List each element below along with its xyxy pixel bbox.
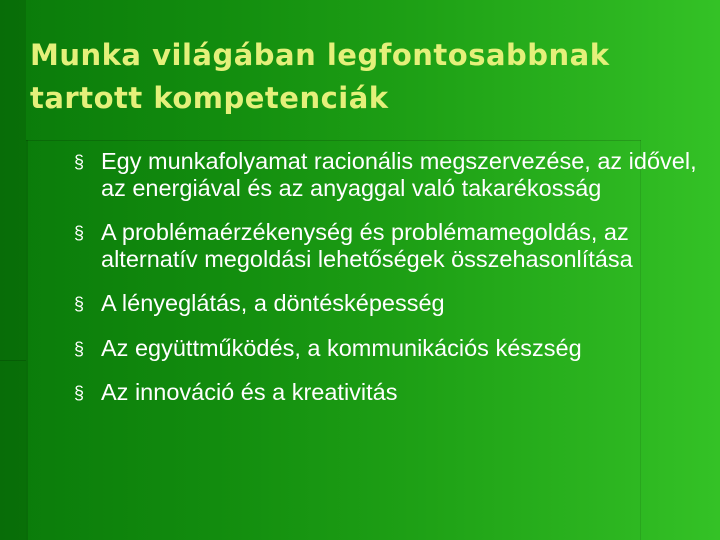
list-item-text: Az innováció és a kreativitás (101, 379, 398, 405)
list-item-text: Egy munkafolyamat racionális megszervezése, az idővel, az energiával és az anyaggal való takarékosság (101, 148, 697, 201)
list-item-text: A problémaérzékenység és problémamegoldás, az alternatív megoldási lehetőségek összehasonlítása (101, 219, 633, 272)
list-item (74, 335, 704, 362)
list-item (74, 290, 704, 317)
decorative-line (26, 140, 641, 141)
list-item-text: A lényeglátás, a döntésképesség (101, 290, 445, 316)
list-item (74, 219, 704, 272)
bullet-icon: § (74, 223, 85, 243)
bullet-icon: § (74, 294, 85, 314)
decorative-line (26, 140, 28, 540)
slide-title: Munka világában legfontosabbnak tartott kompetenciák (30, 38, 610, 115)
bullet-list (74, 148, 704, 424)
bullet-icon: § (74, 383, 85, 403)
bullet-icon: § (74, 338, 85, 359)
bullet-icon: § (74, 152, 85, 172)
decorative-band (0, 0, 26, 540)
list-item (74, 379, 704, 406)
decorative-line (0, 360, 26, 361)
list-item (74, 148, 704, 201)
list-item-text: Az együttműködés, a kommunikációs készség (101, 334, 582, 361)
